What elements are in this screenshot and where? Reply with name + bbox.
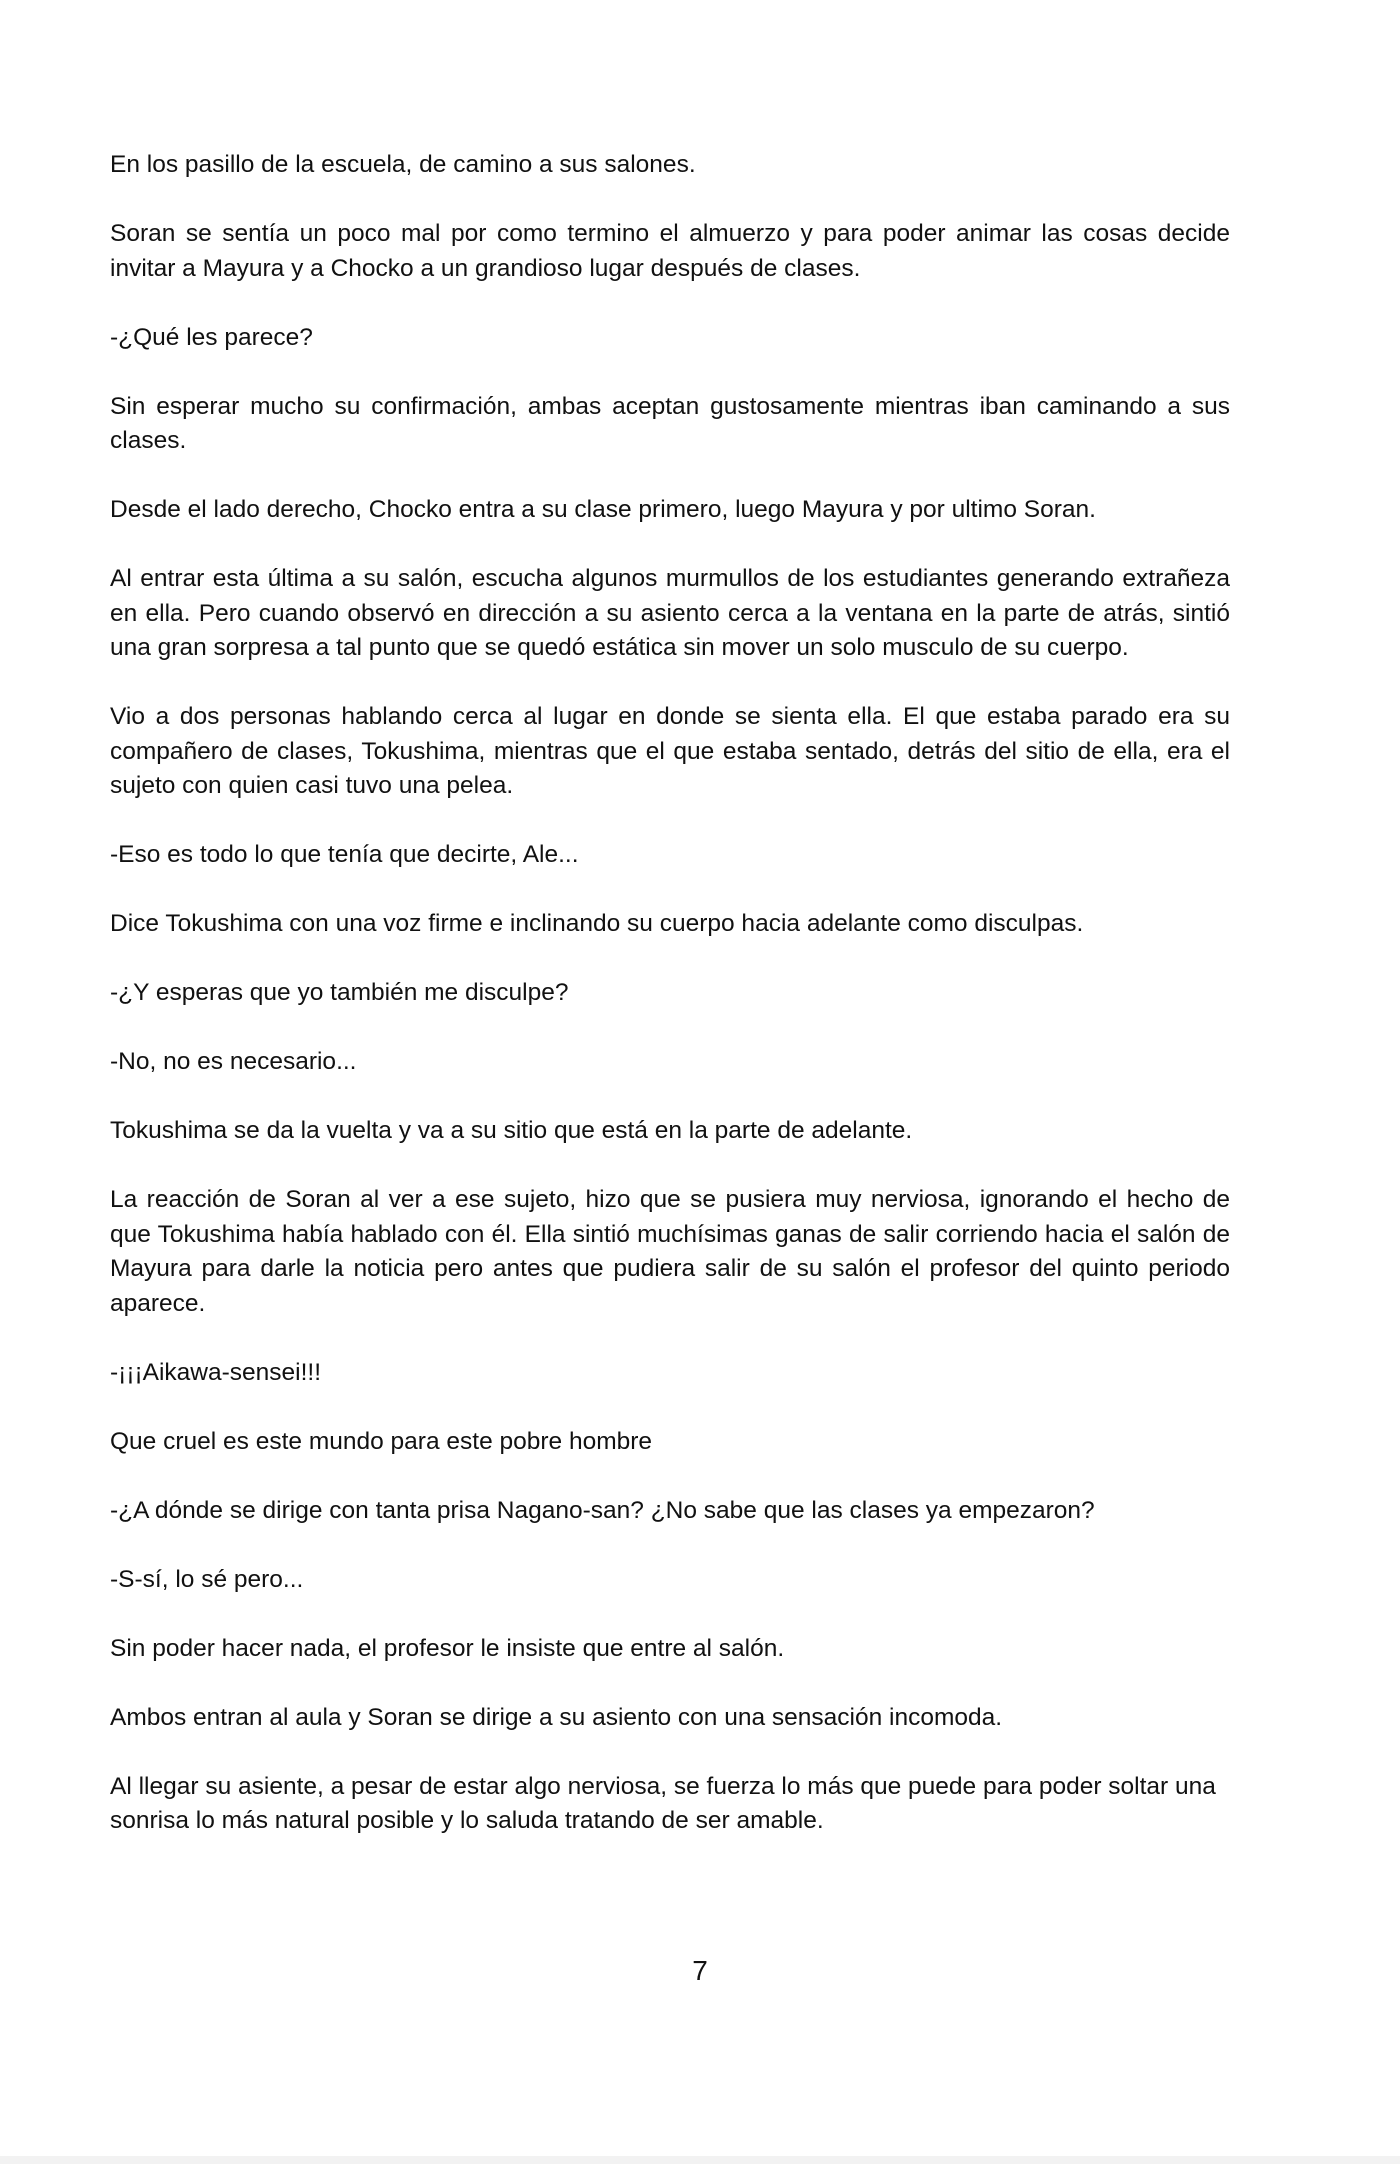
paragraph-12: Tokushima se da la vuelta y va a su sitio que está en la parte de adelante.	[110, 1117, 913, 1144]
paragraph-13: La reacción de Soran al ver a ese sujeto, hizo que se pusiera muy nerviosa, ignorando el hecho de que Tokushima había hablado con él. Ella sintió muchísimas ganas de salir corriendo hacia el salón de Mayura para darle la noticia pero antes que pudiera salir de su salón el profesor del quinto periodo aparece.	[110, 1186, 1230, 1317]
paragraph-17: -S-sí, lo sé pero...	[110, 1565, 304, 1593]
paragraph-4: Sin esperar mucho su confirmación, ambas aceptan gustosamente mientras iban caminando a sus clases.	[110, 392, 1230, 454]
paragraph-2: Soran se sentía un poco mal por como termino el almuerzo y para poder animar las cosas decide invitar a Mayura y a Chocko a un grandioso lugar después de clases.	[110, 220, 1230, 282]
paragraph-10: -¿Y esperas que yo también me disculpe?	[110, 979, 569, 1006]
paragraph-3: -¿Qué les parece?	[110, 323, 313, 351]
paragraph-18: Sin poder hacer nada, el profesor le insiste que entre al salón.	[110, 1634, 785, 1662]
page-number: 7	[692, 1955, 708, 1986]
body-text	[110, 148, 1230, 1873]
paragraph-20: Al llegar su asiente, a pesar de estar algo nerviosa, se fuerza lo más que puede para poder soltar una sonrisa lo más natural posible y lo saluda tratando de ser amable.	[110, 1772, 1216, 1834]
paragraph-11: -No, no es necesario...	[110, 1048, 357, 1075]
paragraph-9: Dice Tokushima con una voz firme e inclinando su cuerpo hacia adelante como disculpas.	[110, 910, 1084, 937]
page-bottom-edge	[0, 2156, 1400, 2164]
paragraph-15: Que cruel es este mundo para este pobre hombre	[110, 1427, 653, 1455]
paragraph-14: -¡¡¡Aikawa-sensei!!!	[110, 1358, 322, 1386]
paragraph-5: Desde el lado derecho, Chocko entra a su clase primero, luego Mayura y por ultimo Soran.	[110, 496, 1096, 523]
paragraph-8: -Eso es todo lo que tenía que decirte, Ale...	[110, 841, 579, 868]
paragraph-1: En los pasillo de la escuela, de camino a sus salones.	[110, 151, 696, 178]
paragraph-16: -¿A dónde se dirige con tanta prisa Nagano-san? ¿No sabe que las clases ya empezaron?	[110, 1496, 1095, 1524]
paragraph-6: Al entrar esta última a su salón, escucha algunos murmullos de los estudiantes generando extrañeza en ella. Pero cuando observó en dirección a su asiento cerca a la ventana en la parte de atrás, sintió una gran sorpresa a tal punto que se quedó estática sin mover un solo musculo de su cuerpo.	[110, 565, 1230, 661]
paragraph-19: Ambos entran al aula y Soran se dirige a su asiento con una sensación incomoda.	[110, 1703, 1003, 1731]
paragraph-7: Vio a dos personas hablando cerca al lugar en donde se sienta ella. El que estaba parado era su compañero de clases, Tokushima, mientras que el que estaba sentado, detrás del sitio de ella, era el sujeto con quien casi tuvo una pelea.	[110, 703, 1230, 799]
